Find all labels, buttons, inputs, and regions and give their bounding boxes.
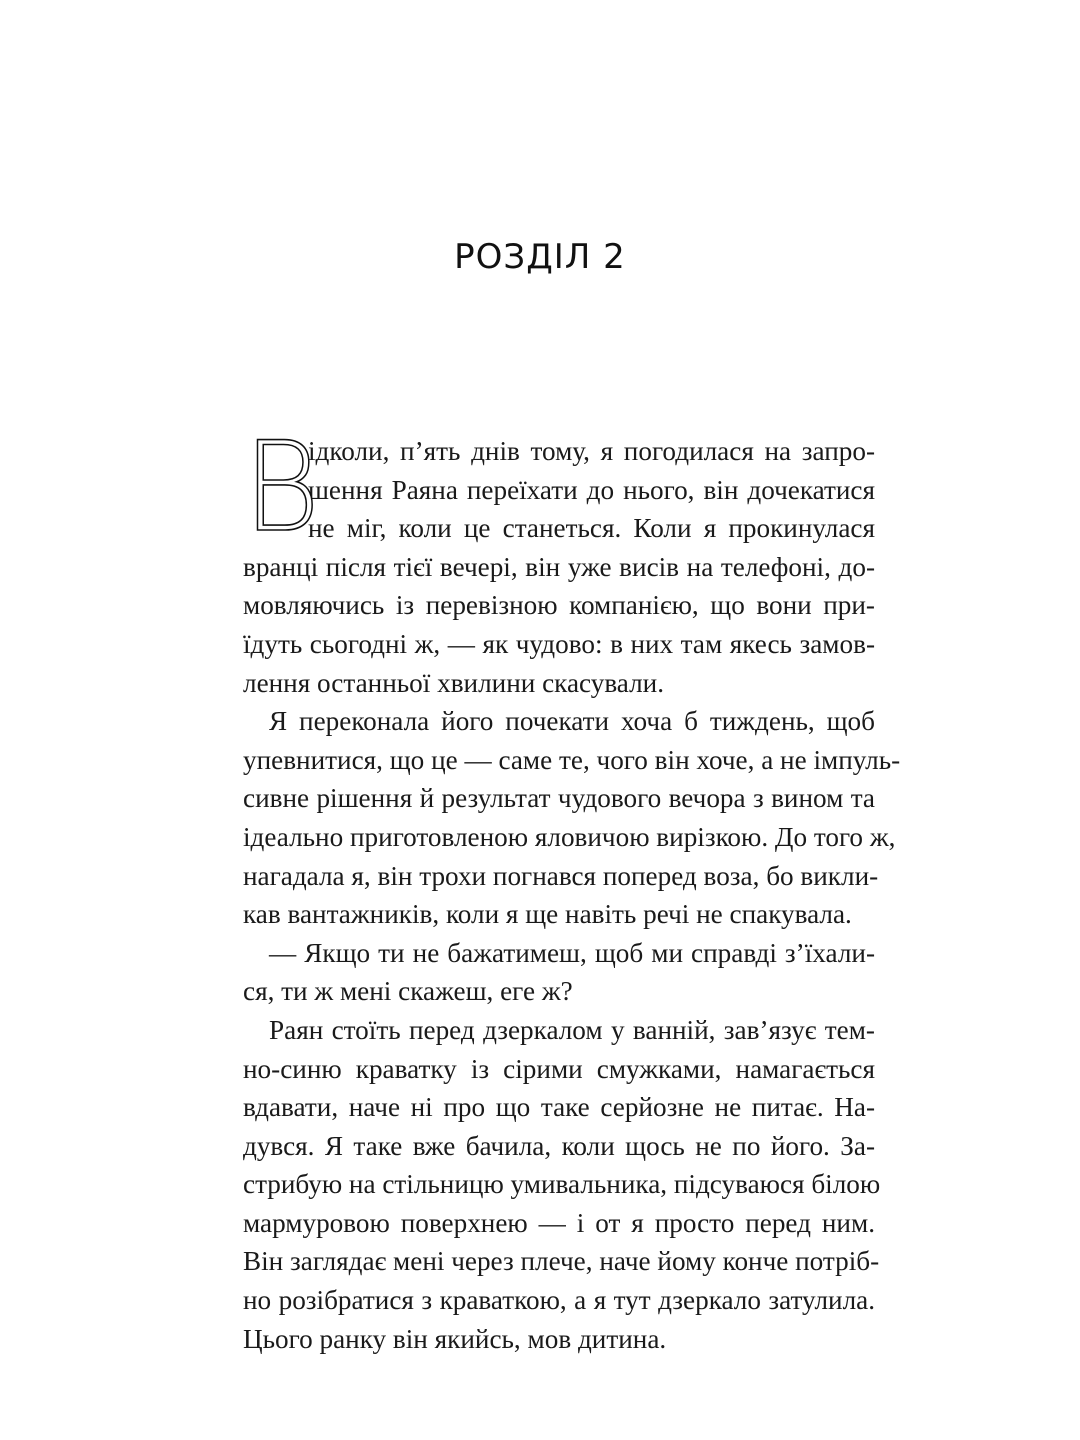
text-line: вдавати, наче ні про що таке серйозне не питає. На-: [243, 1092, 875, 1123]
paragraph-3-dialogue: [243, 934, 875, 1011]
text-line: нагадала я, він трохи погнався поперед воза, бо викли-: [243, 860, 879, 891]
text-line: сивне рішення й результат чудового вечора з вином та: [243, 783, 875, 814]
text-line: ідеально приготовленою яловичою вирізкою. До того ж,: [243, 821, 896, 852]
text-line: но-синю краватку із сірими смужками, намагається: [243, 1053, 875, 1084]
text-line: їдуть сьогодні ж, — як чудово: в них там якесь замов-: [243, 628, 875, 659]
text-line: — Якщо ти не бажатимеш, щоб ми справді з’їхали-: [269, 937, 875, 968]
text-line: лення останньої хвилини скасували.: [243, 667, 665, 698]
paragraph-1: [243, 416, 875, 702]
text-line: Він заглядає мені через плече, наче йому конче потріб-: [243, 1246, 880, 1277]
text-line: вранці після тієї вечері, він уже висів на телефоні, до-: [243, 551, 875, 582]
text-line: но розібратися з краваткою, а я тут дзеркало затулила.: [243, 1285, 875, 1316]
paragraph-4: [243, 1011, 881, 1358]
drop-cap: В: [243, 416, 321, 560]
text-line: не міг, коли це станеться. Коли я прокинулася: [308, 513, 875, 544]
text-line: шення Раяна переїхати до нього, він дочекатися: [308, 474, 875, 505]
text-line: дувся. Я таке вже бачила, коли щось не по його. За-: [243, 1130, 875, 1161]
text-line: упевнитися, що це — саме те, чого він хоче, а не імпуль-: [243, 744, 901, 775]
text-line: ся, ти ж мені скажеш, еге ж?: [243, 976, 573, 1007]
text-line: мовляючись із перевізною компанією, що вони при-: [243, 590, 875, 621]
text-line: ідколи, п’ять днів тому, я погодилася на запро-: [308, 436, 875, 466]
text-line: Цього ранку він якийсь, мов дитина.: [243, 1323, 667, 1354]
text-line: мармуровою поверхнею — і от я просто перед ним.: [243, 1207, 875, 1238]
text-line: стрибую на стільницю умивальника, підсуваюся білою: [243, 1169, 881, 1200]
chapter-body: [243, 416, 901, 1358]
chapter-title: РОЗДІЛ 2: [454, 236, 626, 277]
text-line: кав вантажників, коли я ще навіть речі не спакувала.: [243, 899, 852, 930]
text-line: Я переконала його почекати хоча б тиждень, щоб: [269, 706, 875, 737]
text-line: Раян стоїть перед дзеркалом у ванній, зав’язує тем-: [269, 1014, 875, 1045]
paragraph-2: [243, 702, 901, 934]
